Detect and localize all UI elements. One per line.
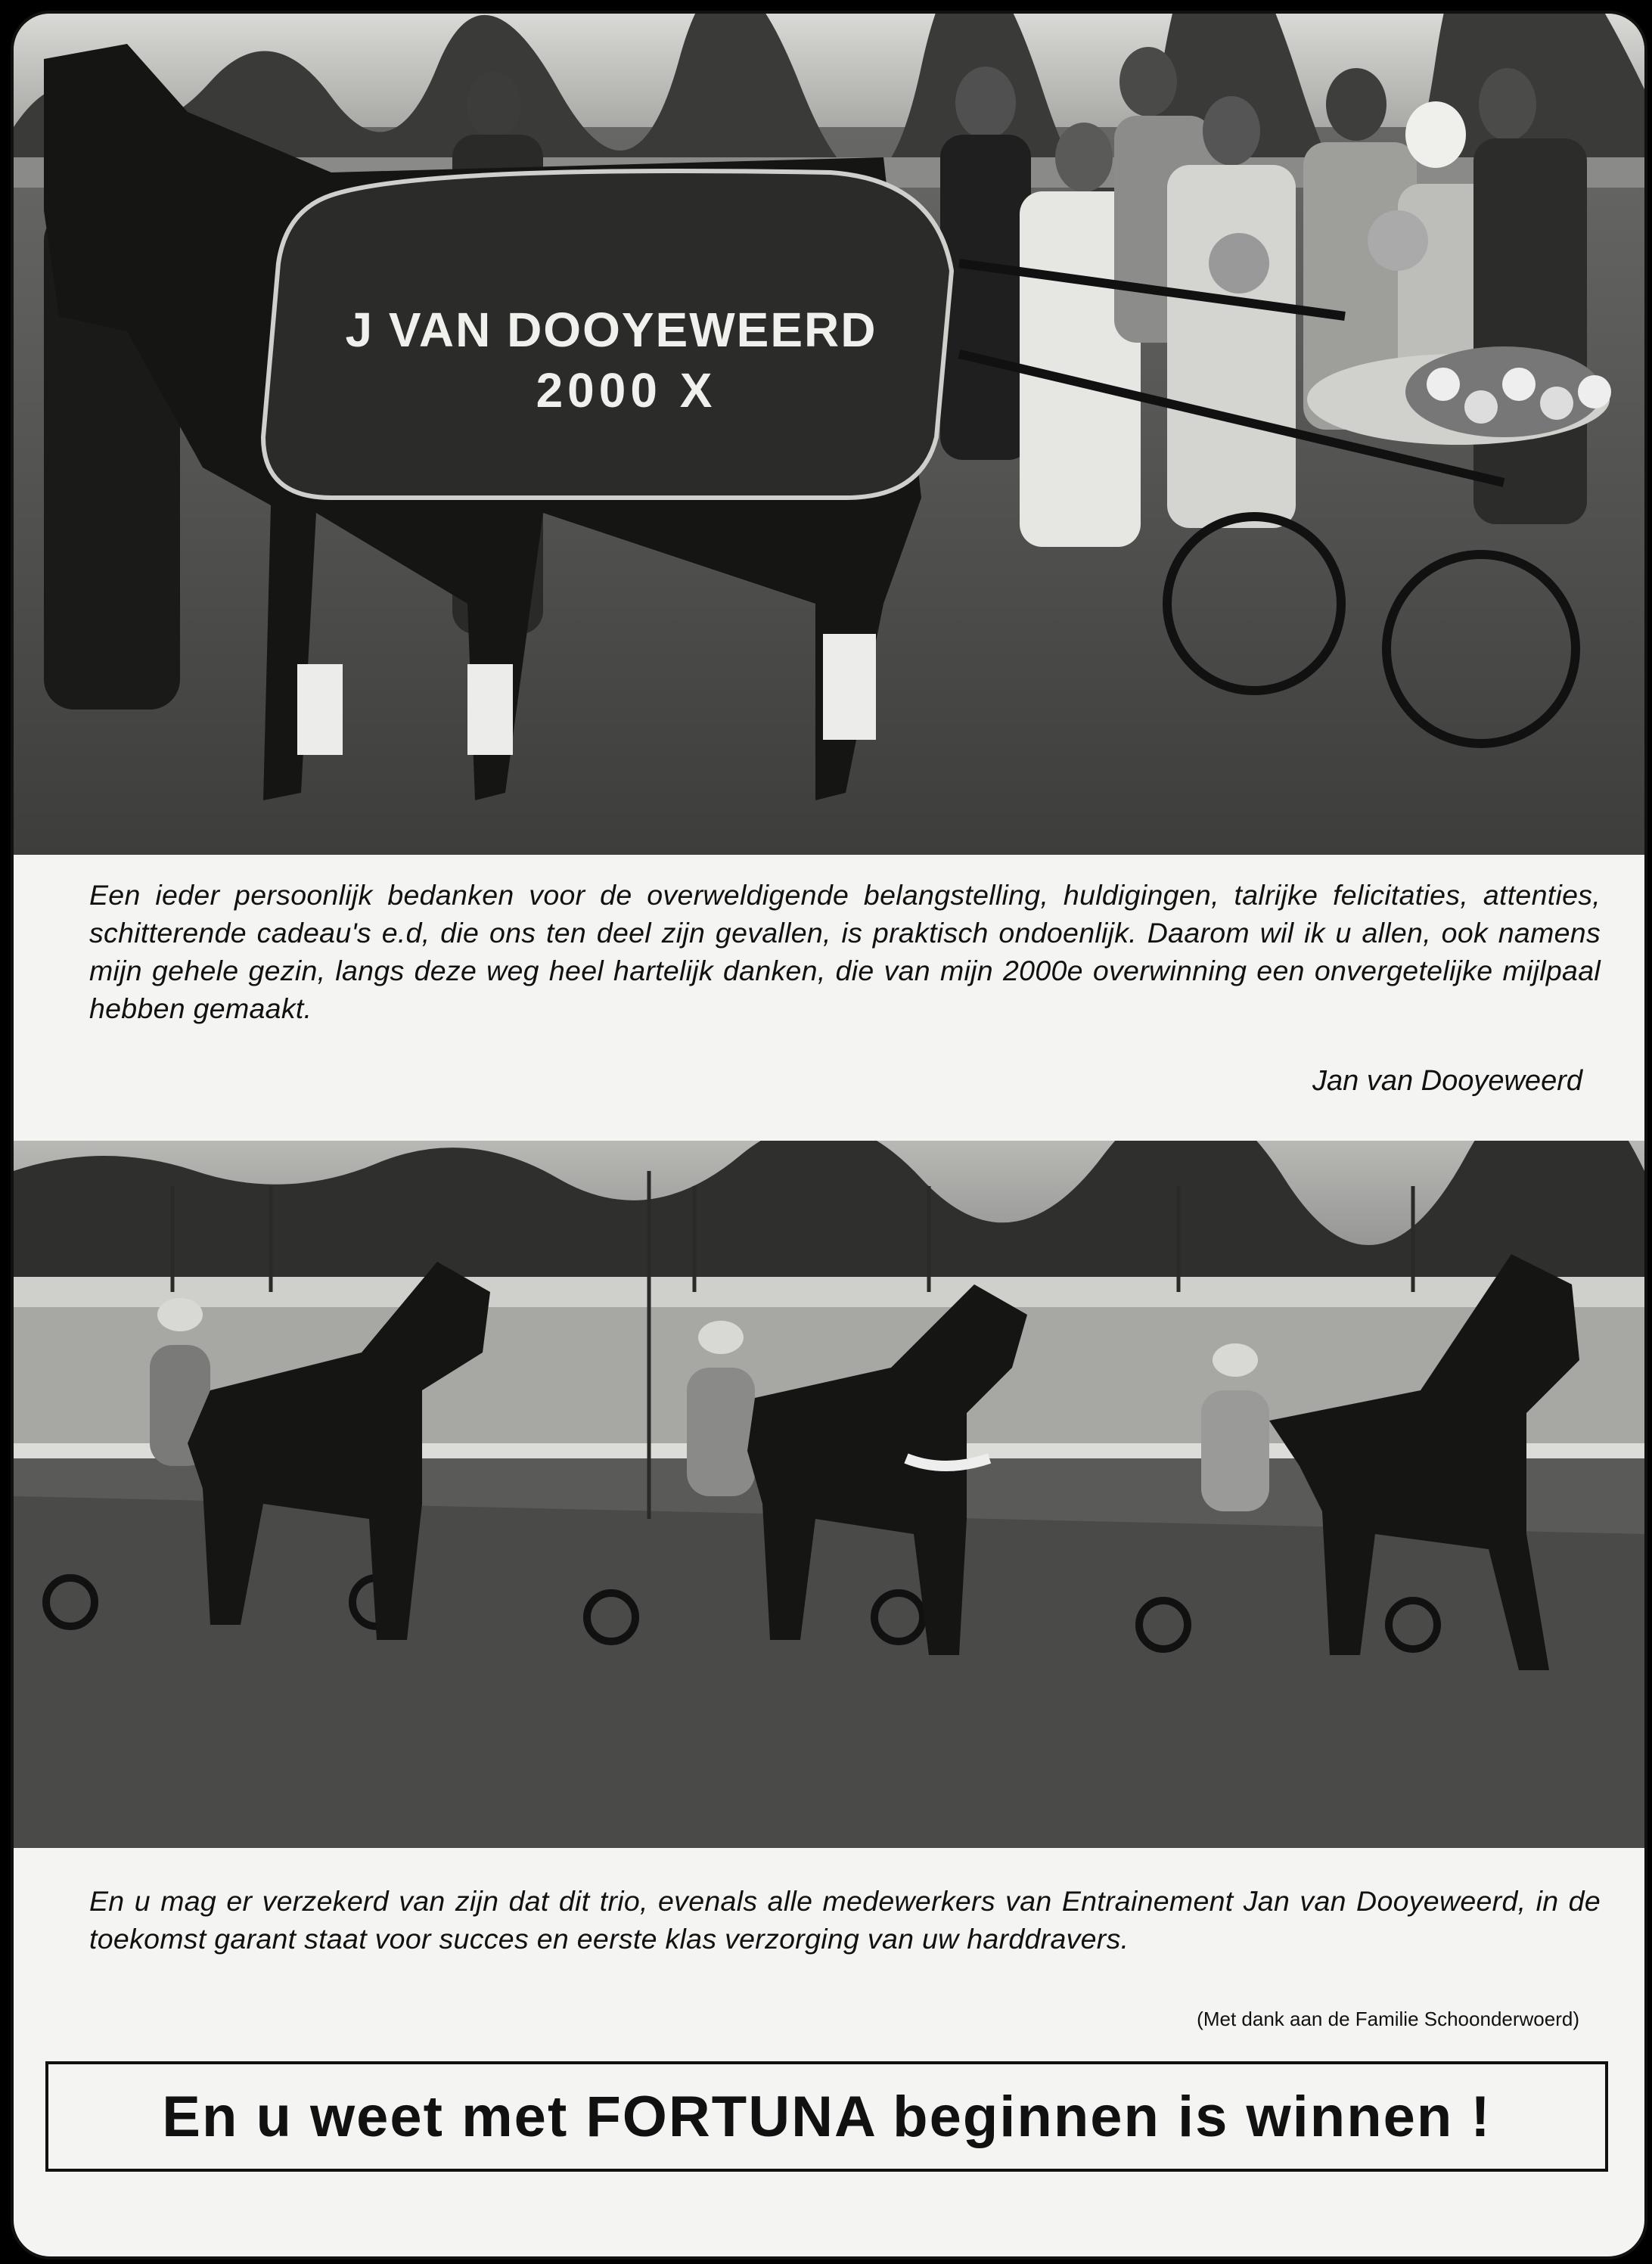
blanket-count: 2000 X [536, 363, 717, 418]
slogan-box [45, 2061, 1608, 2172]
slogan: En u weet met FORTUNA beginnen is winnen ! [162, 2084, 1492, 2149]
signature: Jan van Dooyeweerd [1312, 1065, 1582, 1097]
advertisement-page [11, 11, 1647, 2259]
thank-you-text: Een ieder persoonlijk bedanken voor de overweldigende belangstelling, huldigingen, talrijke felicitaties, attenties, schitterende cadeau's e.d, die ons ten deel zijn gevallen, is praktisch ondoenlijk. Daarom wil ik u allen, ook namens mijn gehele gezin, langs deze weg heel hartelijk danken, die van mijn 2000e overwinning een onvergetelijke mijlpaal hebben gemaakt. [89, 879, 1601, 1024]
blanket-name: J VAN DOOYEWEERD [345, 303, 877, 357]
photo-credit: (Met dank aan de Familie Schoonderwoerd) [1197, 2008, 1579, 2030]
victory-photo [14, 14, 1644, 855]
trotters-photo [14, 1141, 1644, 1848]
trio-text: En u mag er verzekerd van zijn dat dit trio, evenals alle medewerkers van Entrainement Jan van Dooyeweerd, in de toekomst garant staat voor succes en eerste klas verzorging van uw harddravers. [89, 1885, 1601, 1955]
